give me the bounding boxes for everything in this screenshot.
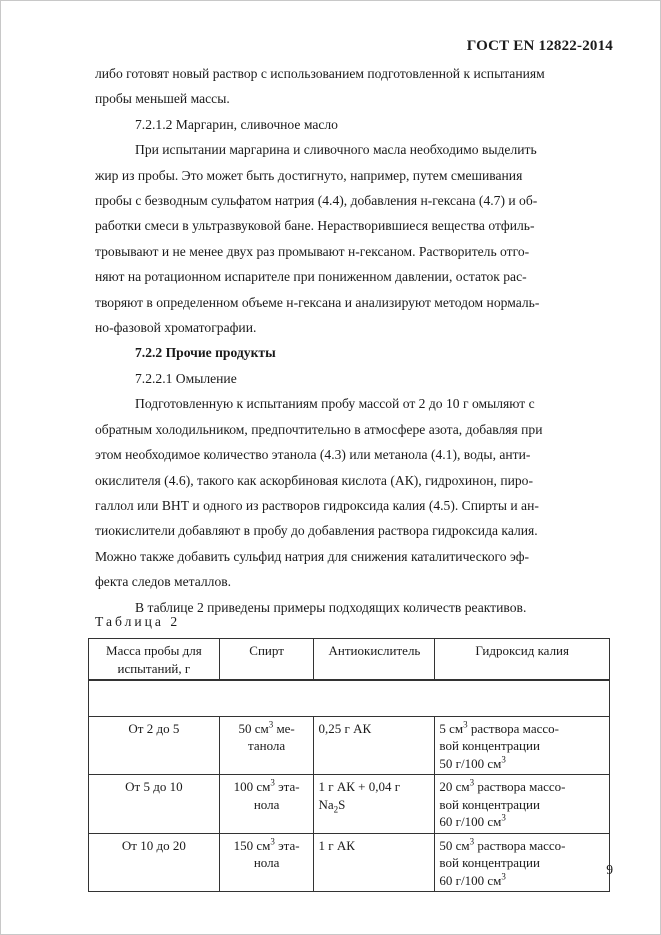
text-line: обратным холодильником, предпочтительно в атмосфере азота, добавляя при (95, 421, 543, 437)
section-heading-722: 7.2.2 Прочие продукты (135, 345, 276, 361)
text-line: этом необходимое количество этанола (4.3) или метанола (4.1), воды, анти- (95, 447, 531, 463)
text-line: фекта следов металлов. (95, 574, 232, 590)
text-line: либо готовят новый раствор с использованием подготовленной к испытаниям (95, 66, 545, 81)
cell-potassium-hydroxide: 50 $см^3$ раствора массо- вой концентрации 60 г/100 $см^3$ (435, 833, 610, 892)
text-line: галлол или ВНТ и одного из растворов гидроксида калия (4.5). Спирты и ан- (95, 497, 539, 513)
page-number: 9 (606, 862, 613, 877)
body-text (95, 61, 614, 620)
section-heading-7221: 7.2.2.1 Омыление (135, 370, 237, 386)
paragraph-saponification (95, 391, 614, 594)
cell-mass: От 10 до 20 (89, 833, 220, 892)
text-line: При испытании маргарина и сливочного масла необходимо выделить (135, 142, 537, 158)
cell-alcohol: 150 $см^3$ эта- нола (219, 833, 314, 892)
text-line: пробы меньшей массы. (95, 91, 230, 107)
cell-alcohol: 50 $см^3$ ме- танола (219, 716, 314, 775)
cell-alcohol: 100 $см^3$ эта- нола (219, 775, 314, 834)
header-sample-mass: Масса пробы для испытаний, г (89, 639, 220, 681)
table-row (89, 775, 610, 834)
text-line: тиокислители добавляют в пробу до добавления раствора гидроксида калия. (95, 523, 538, 539)
cell-mass: От 2 до 5 (89, 716, 220, 775)
text-line: творяют в определенном объеме н-гексана и анализируют методом нормаль- (95, 294, 540, 310)
cell-antioxidant: 1 г АК + 0,04 г $Na_2S$ (314, 775, 435, 834)
table-row (89, 716, 610, 775)
table-caption: Таблица 2 (95, 614, 181, 629)
text-line: окислителя (4.6), такого как аскорбиновая кислота (АК), гидрохинон, пиро- (95, 472, 533, 488)
cell-antioxidant: 0,25 г АК (314, 716, 435, 775)
header-alcohol: Спирт (219, 639, 314, 681)
text-line: пробы с безводным сульфатом натрия (4.4), добавления н-гексана (4.7) и об- (95, 193, 538, 209)
section-heading-7212: 7.2.1.2 Маргарин, сливочное масло (135, 116, 338, 132)
header-potassium-hydroxide: Гидроксид калия (435, 639, 610, 681)
text-line: Подготовленную к испытаниям пробу массой от 2 до 10 г омыляют с (135, 396, 535, 412)
table-header-row (89, 639, 610, 681)
paragraph-continuation (95, 61, 614, 112)
header-separator (89, 680, 610, 716)
text-line: тровывают и не менее двух раз промывают н-гексаном. Растворитель отго- (95, 243, 530, 259)
text-line: Можно также добавить сульфид натрия для снижения каталитического эф- (95, 548, 530, 564)
cell-potassium-hydroxide: 5 $см^3$ раствора массо- вой концентрации 50 г/100 $см^3$ (435, 716, 610, 775)
text-line: няют на ротационном испарителе при пониженном давлении, остаток рас- (95, 269, 527, 285)
text-line: но-фазовой хроматографии. (95, 320, 257, 336)
reagents-table (88, 638, 610, 892)
cell-potassium-hydroxide: 20 $см^3$ раствора массо- вой концентрации 60 г/100 $см^3$ (435, 775, 610, 834)
header-antioxidant: Антиокислитель (314, 639, 435, 681)
paragraph-table-intro: В таблице 2 приведены примеры подходящих количеств реактивов. (135, 599, 527, 615)
text-line: жир из пробы. Это может быть достигнуто, например, путем смешивания (95, 167, 523, 183)
cell-mass: От 5 до 10 (89, 775, 220, 834)
table-row (89, 833, 610, 892)
paragraph-margarine (95, 137, 614, 340)
cell-antioxidant: 1 г АК (314, 833, 435, 892)
text-line: работки смеси в ультразвуковой бане. Нерастворившиеся вещества отфиль- (95, 218, 535, 234)
document-header: ГОСТ EN 12822-2014 (466, 38, 613, 54)
